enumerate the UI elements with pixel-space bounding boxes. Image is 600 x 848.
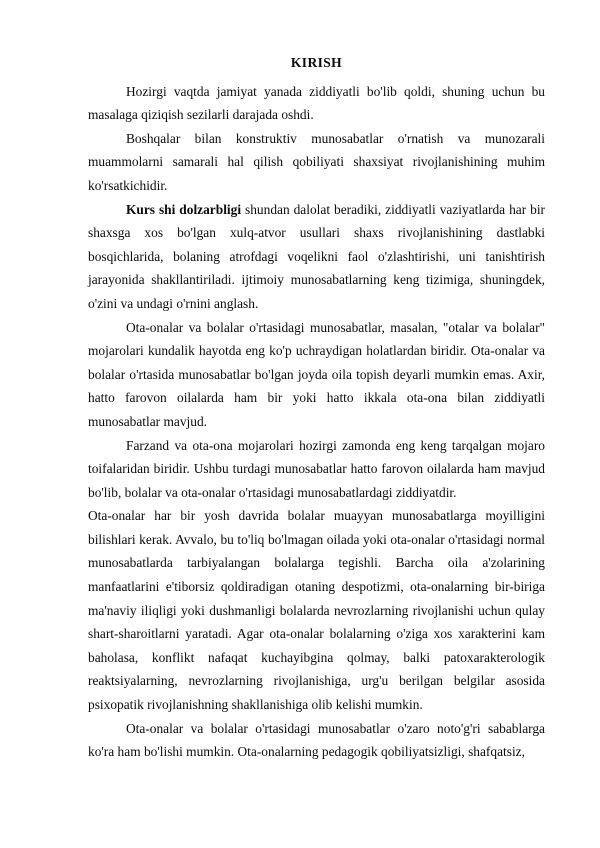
paragraph-3-text: shundan dalolat beradiki, ziddiyatli vaziyatlarda har bir shaxsga xos bo'lgan xulq-atvor usullari shaxs rivojlanishining dastlabki bosqichlarida, bolaning atrofdagi voqelikni faol o'zlashtirishi, uni tanishtirish jarayonida shakllantiriladi. ijtimoiy munosabatlarning keng tizimiga, shuningdek, o'zini va undagi o'rnini anglash. <box>88 201 545 311</box>
paragraph-2 <box>88 127 545 198</box>
paragraph-1 <box>88 80 545 127</box>
paragraph-3 <box>88 198 545 316</box>
paragraph-3-bold-lead: Kurs shi dolzarbligi <box>126 201 242 217</box>
paragraph-7 <box>88 717 545 764</box>
page-title: KIRISH <box>290 55 343 70</box>
paragraph-5 <box>88 434 545 505</box>
paragraph-4-text: Ota-onalar va bolalar o'rtasidagi munosabatlar, masalan, "otalar va bolalar" mojarolari kundalik hayotda eng ko'p uchraydigan holatlardan biridir. Ota-onalar va bolalar o'rtasida munosabatlar bo'lgan joyda oila topish deyarli mumkin emas. Axir, hatto farovon oilalarda ham bir yoki hatto ikkala ota-ona bilan ziddiyatli munosabatlar mavjud. <box>88 319 545 429</box>
paragraph-5-text: Farzand va ota-ona mojarolari hozirgi zamonda eng keng tarqalgan mojaro toifalaridan biridir. Ushbu turdagi munosabatlar hatto farovon oilalarda ham mavjud bo'lib, bolalar va ota-onalar o'rtasidagi munosabatlardagi ziddiyatdir. <box>88 437 545 500</box>
paragraph-6-text: Ota-onalar har bir yosh davrida bolalar muayyan munosabatlarga moyilligini bilishlari kerak. Avvalo, bu to'liq bo'lmagan oilada yoki ota-onalar o'rtasidagi normal munosabatlarda tarbiyalangan bolalarga tegishli. Barcha oila a'zolarining manfaatlarini e'tiborsiz qoldiradigan otaning despotizmi, ota-onalarning bir-biriga ma'naviy iliqligi yoki dushmanligi bolalarda nevrozlarning rivojlanishi uchun qulay shart-sharoitlarni yaratadi. Agar ota-onalar bolalarning o'ziga xos xarakterini kam baholasa, konflikt nafaqat kuchayibgina qolmay, balki patoxarakterologik reaktsiyalarning, nevrozlarning rivojlanishiga, urg'u berilgan belgilar asosida psixopatik rivojlanishning shakllanishiga olib kelishi mumkin. <box>88 508 545 713</box>
paragraph-2-text: Boshqalar bilan konstruktiv munosabatlar o'rnatish va munozarali muammolarni samarali hal qilish qobiliyati shaxsiyat rivojlanishining muhim ko'rsatkichidir. <box>88 130 545 193</box>
paragraph-1-text: Hozirgi vaqtda jamiyat yanada ziddiyatli bo'lib qoldi, shuning uchun bu masalaga qiziqish sezilarli darajada oshdi. <box>88 83 545 123</box>
paragraph-7-text: Ota-onalar va bolalar o'rtasidagi munosabatlar o'zaro noto'g'ri sabablarga ko'ra ham bo'lishi mumkin. Ota-onalarning pedagogik qobiliyatsizligi, shafqatsiz, <box>88 720 545 760</box>
paragraph-6 <box>88 504 545 716</box>
paragraph-4 <box>88 316 545 434</box>
document-text-column <box>88 0 545 764</box>
